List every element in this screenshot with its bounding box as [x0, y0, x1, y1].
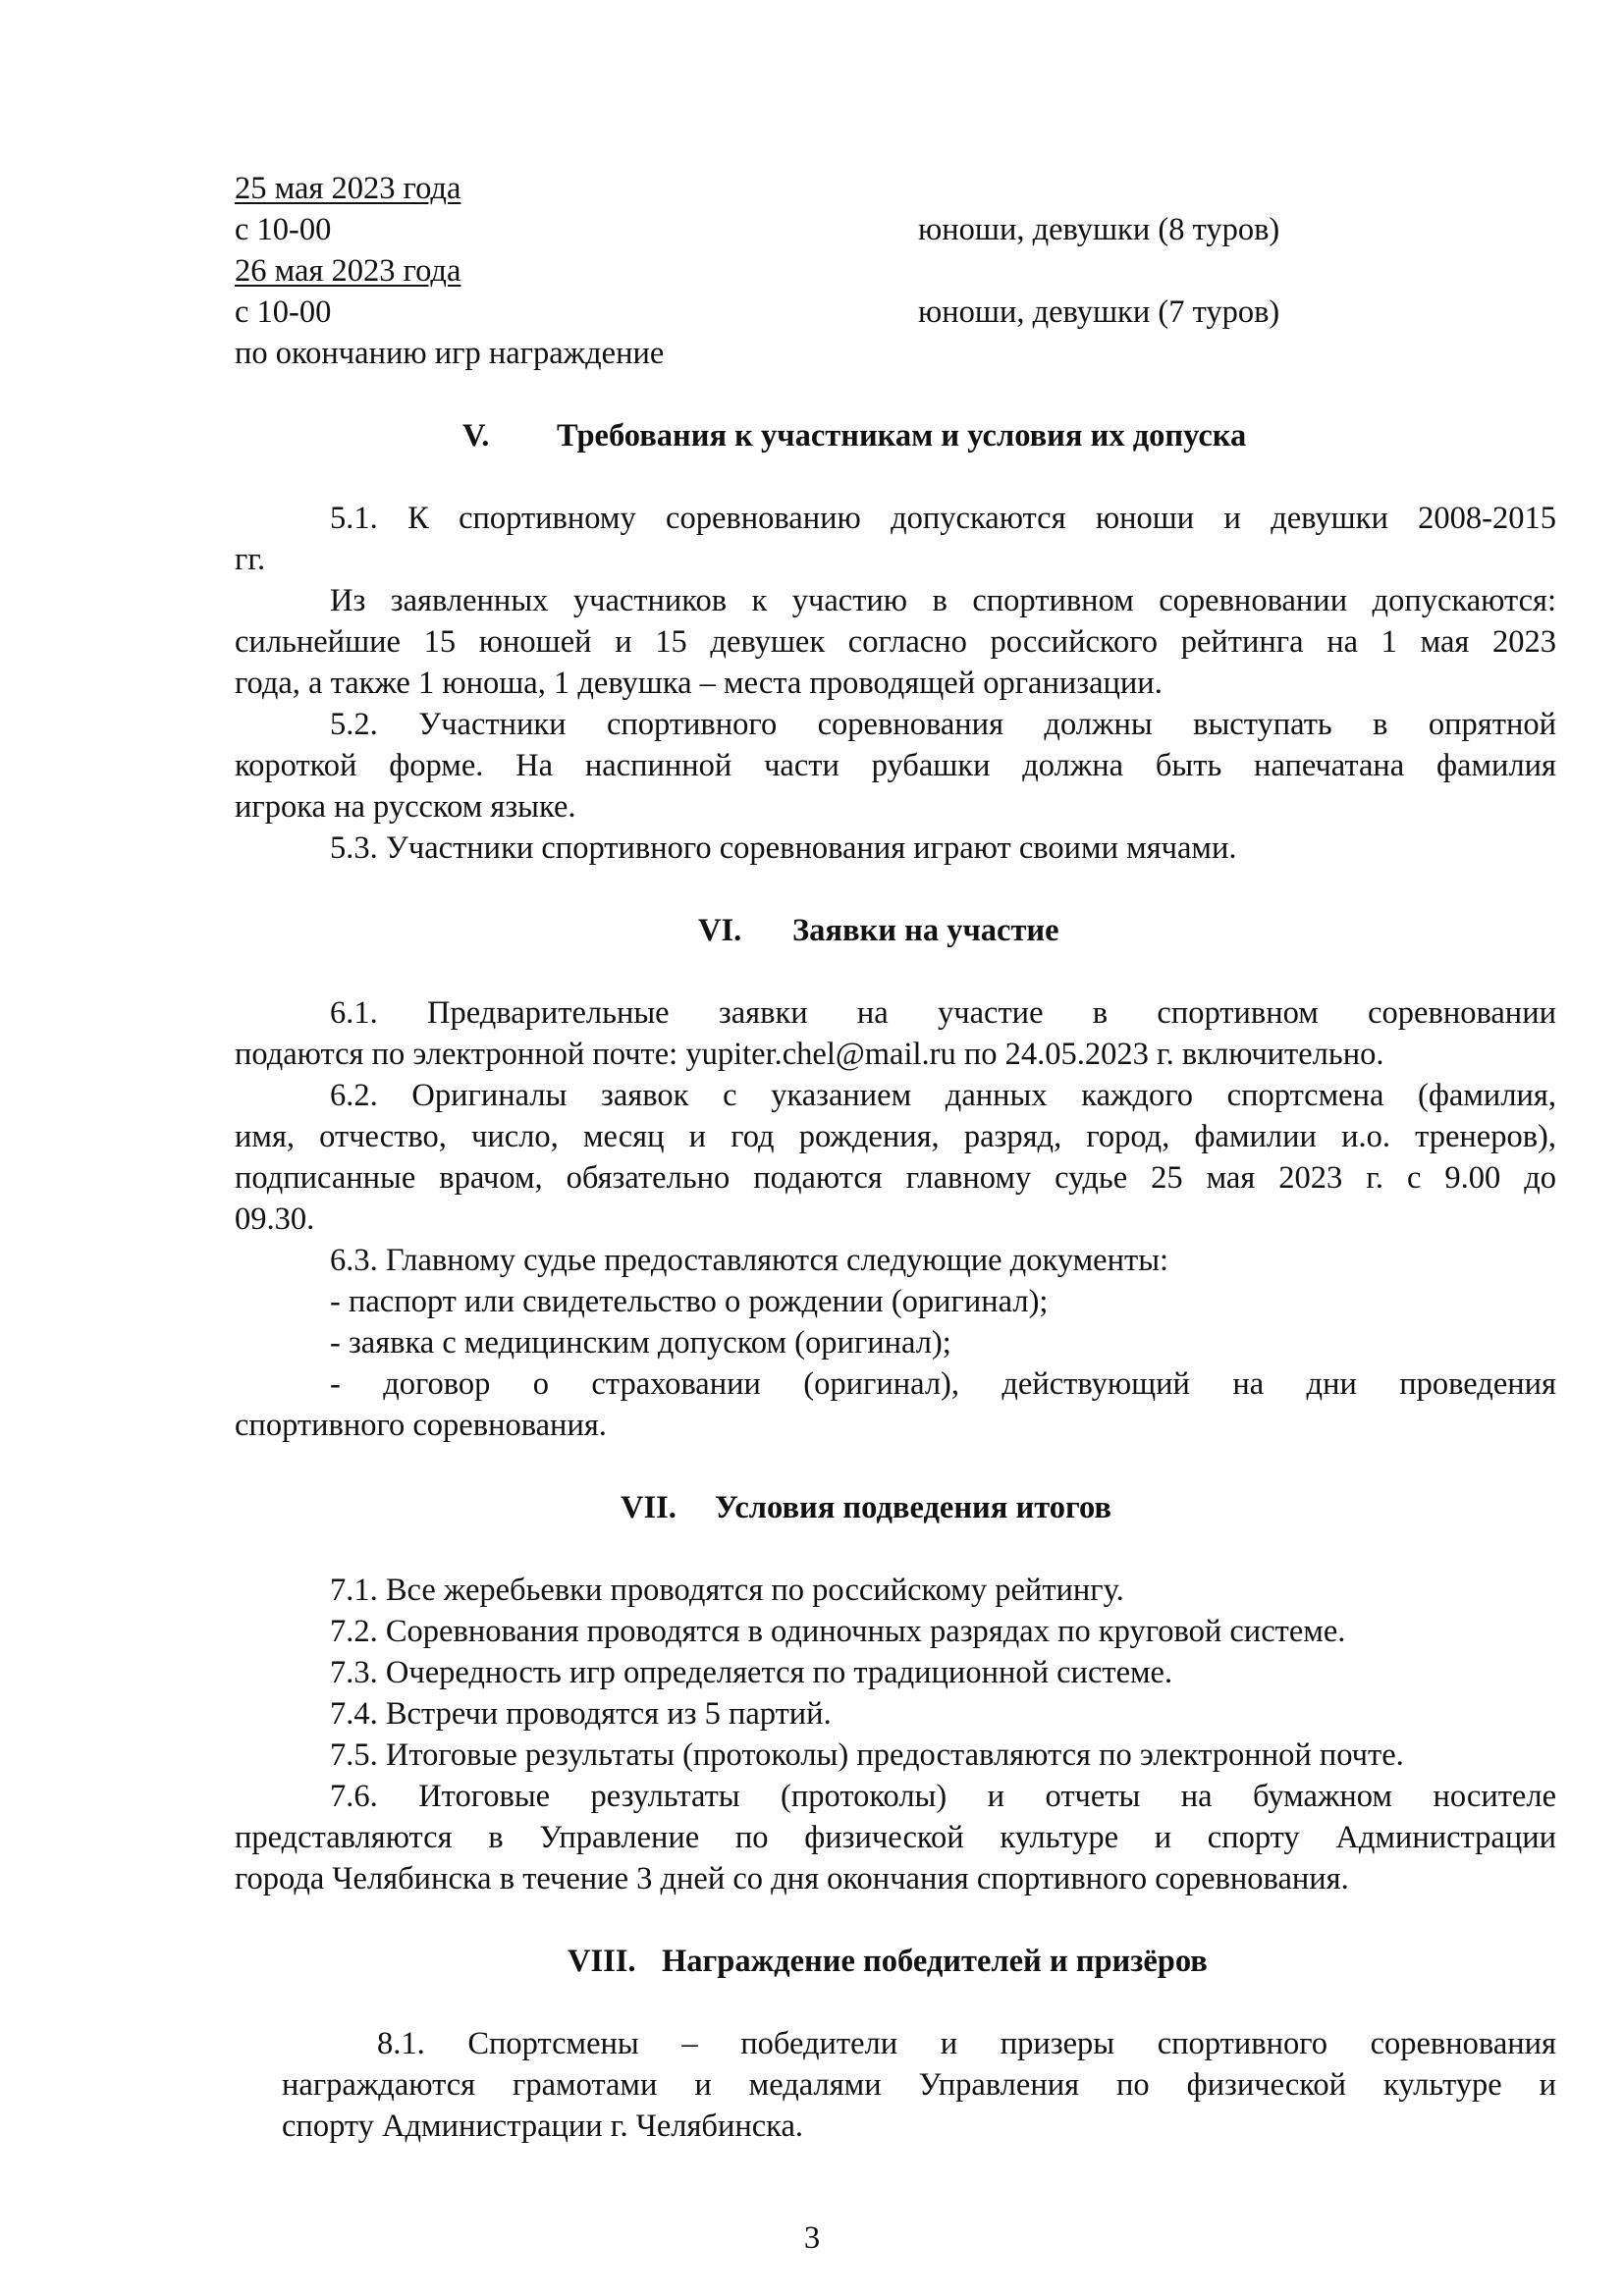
- schedule-day1-time: с 10-00: [235, 212, 332, 247]
- section-7-title: Условия подведения итогов: [715, 1490, 1111, 1525]
- para-5-2-line3: игрока на русском языке.: [235, 789, 576, 825]
- para-8-1-line1: 8.1. Спортсмены – победители и призеры спортивного соревнования: [377, 2026, 1556, 2061]
- schedule-day1-groups: юноши, девушки (8 туров): [918, 212, 1280, 247]
- schedule-day2-time: с 10-00: [235, 294, 332, 330]
- schedule-day1-date: 25 мая 2023 года: [235, 171, 461, 206]
- para-7-5: 7.5. Итоговые результаты (протоколы) предоставляются по электронной почте.: [330, 1737, 1404, 1773]
- para-5-2-line2: короткой форме. На наспинной части рубашки должна быть напечатана фамилия: [235, 748, 1556, 783]
- section-8-heading: [568, 1942, 1208, 1981]
- para-8-1-line3: спорту Администрации г. Челябинска.: [282, 2109, 804, 2144]
- para-5-2-line1: 5.2. Участники спортивного соревнования должны выступать в опрятной: [330, 707, 1556, 742]
- section-5-title: Требования к участникам и условия их допуска: [557, 418, 1247, 454]
- para-5-1b-line2: сильнейшие 15 юношей и 15 девушек согласно российского рейтинга на 1 мая 2023: [235, 624, 1556, 660]
- schedule-closing: по окончанию игр награждение: [235, 336, 665, 371]
- para-5-1b-line1: Из заявленных участников к участию в спортивном соревновании допускаются:: [330, 583, 1556, 618]
- para-6-3: 6.3. Главному судье предоставляются следующие документы:: [330, 1243, 1169, 1278]
- para-7-6-line2: представляются в Управление по физической культуре и спорту Администрации: [235, 1820, 1556, 1855]
- section-8-title: Награждение победителей и призёров: [662, 1944, 1208, 1979]
- schedule-day2-groups: юноши, девушки (7 туров): [918, 294, 1280, 330]
- para-5-3: 5.3. Участники спортивного соревнования играют своими мячами.: [330, 830, 1237, 866]
- schedule-day2-date: 26 мая 2023 года: [235, 253, 461, 289]
- para-7-2: 7.2. Соревнования проводятся в одиночных разрядах по круговой системе.: [330, 1614, 1346, 1649]
- section-6-heading: [698, 911, 1059, 950]
- section-6-number: VI.: [698, 913, 742, 948]
- list-item-application: - заявка с медицинским допуском (оригинал);: [330, 1325, 951, 1361]
- para-6-1-line1: 6.1. Предварительные заявки на участие в спортивном соревновании: [330, 995, 1556, 1031]
- para-6-2-line1: 6.2. Оригиналы заявок с указанием данных каждого спортсмена (фамилия,: [330, 1078, 1556, 1113]
- para-6-2-line2: имя, отчество, число, месяц и год рождения, разряд, город, фамилии и.о. тренеров),: [235, 1119, 1556, 1154]
- section-8-number: VIII.: [568, 1944, 636, 1979]
- list-item-insurance-line2: спортивного соревнования.: [235, 1408, 607, 1443]
- para-6-1-line2: подаются по электронной почте: yupiter.chel@mail.ru по 24.05.2023 г. включительно.: [235, 1037, 1384, 1072]
- para-7-6-line1: 7.6. Итоговые результаты (протоколы) и отчеты на бумажном носителе: [330, 1779, 1556, 1814]
- list-item-insurance-line1: - договор о страховании (оригинал), действующий на дни проведения: [330, 1366, 1556, 1402]
- para-5-1-line1: 5.1. К спортивному соревнованию допускаются юноши и девушки 2008-2015: [330, 501, 1556, 536]
- list-item-passport: - паспорт или свидетельство о рождении (оригинал);: [330, 1284, 1049, 1319]
- para-7-4: 7.4. Встречи проводятся из 5 партий.: [330, 1696, 832, 1732]
- section-5-heading: [462, 416, 1246, 455]
- para-7-1: 7.1. Все жеребьевки проводятся по российскому рейтингу.: [330, 1573, 1124, 1608]
- section-6-title: Заявки на участие: [792, 913, 1059, 948]
- para-6-2-line3: подписанные врачом, обязательно подаются главному судье 25 мая 2023 г. с 9.00 до: [235, 1160, 1556, 1196]
- para-7-6-line3: города Челябинска в течение 3 дней со дня окончания спортивного соревнования.: [235, 1861, 1349, 1896]
- para-5-1-line2: гг.: [235, 542, 266, 577]
- para-8-1-line2: награждаются грамотами и медалями Управления по физической культуре и: [282, 2067, 1556, 2103]
- page-number: 3: [803, 2220, 821, 2256]
- para-7-3: 7.3. Очередность игр определяется по традиционной системе.: [330, 1655, 1173, 1690]
- section-7-heading: [621, 1488, 1111, 1527]
- para-5-1b-line3: года, а также 1 юноша, 1 девушка – места проводящей организации.: [235, 666, 1163, 701]
- section-5-number: V.: [462, 418, 490, 454]
- section-7-number: VII.: [621, 1490, 677, 1525]
- para-6-2-line4: 09.30.: [235, 1201, 315, 1237]
